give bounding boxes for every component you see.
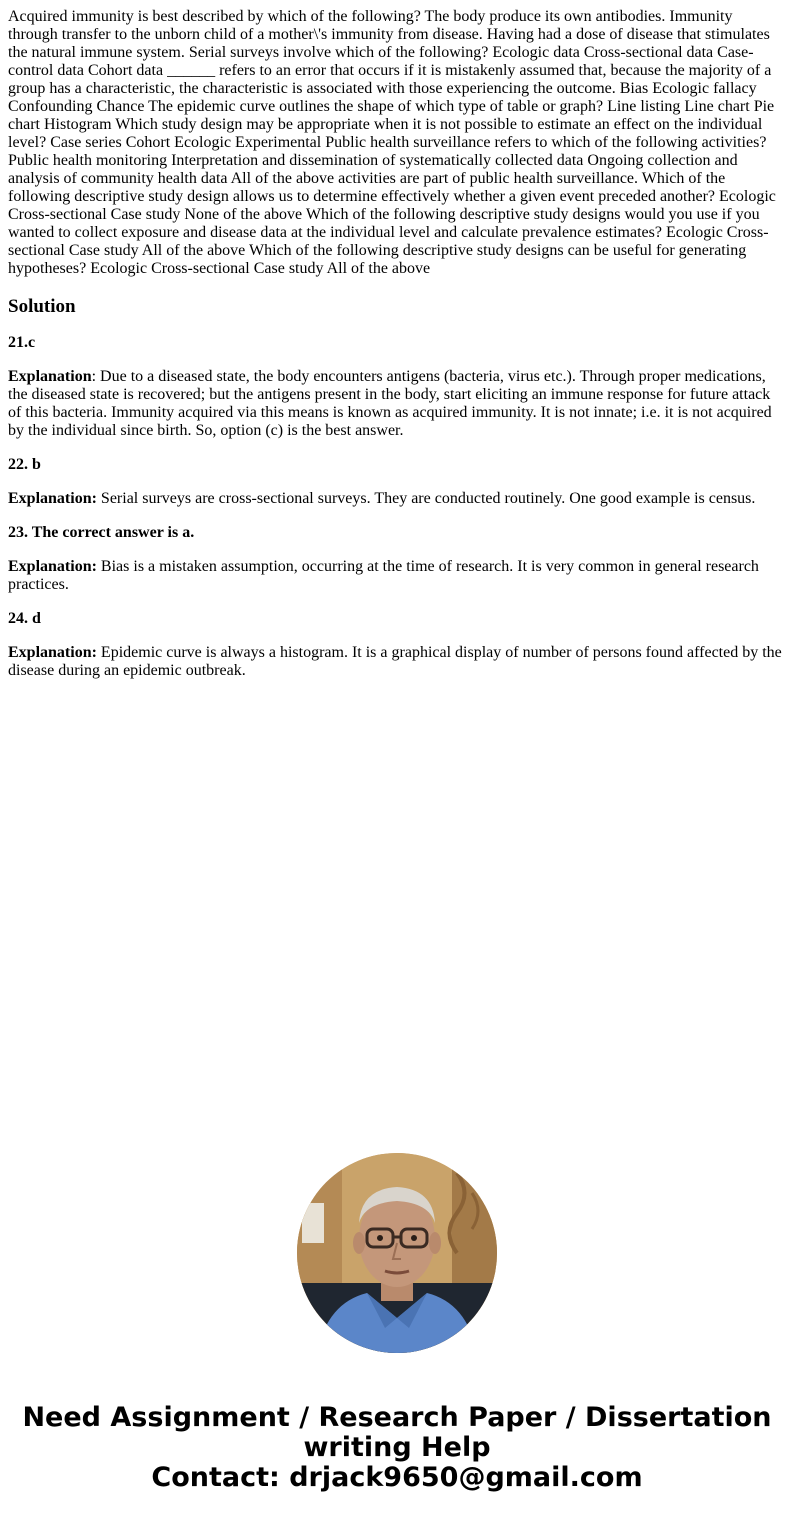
document-content	[8, 8, 784, 680]
person-photo-icon	[297, 1153, 497, 1353]
explanation-label: Explanation	[8, 368, 92, 385]
explanation-21	[8, 368, 784, 440]
question-text: Acquired immunity is best described by which of the following? The body produce its own antibodies. Immunity through transfer to the unborn child of a mother\'s immunity from disease. Having had a dose of disease that stimulates the natural immune system. Serial surveys involve which of the following? Ecologic data Cross-sectional data Case-control data Cohort data ______ refers to an error that occurs if it is mistakenly assumed that, because the majority of a group has a characteristic, the characteristic is associated with those experiencing the outcome. Bias Ecologic fallacy Confounding Chance The epidemic curve outlines the shape of which type of table or graph? Line listing Line chart Pie chart Histogram Which study design may be appropriate when it is not possible to estimate an effect on the individual level? Case series Cohort Ecologic Experimental Public health surveillance refers to which of the following activities? Public health monitoring Interpretation and dissemination of systematically collected data Ongoing collection and analysis of community health data All of the above activities are part of public health surveillance. Which of the following descriptive study design allows us to determine effectively whether a given event preceded another? Ecologic Cross-sectional Case study None of the above Which of the following descriptive study designs would you use if you wanted to collect exposure and disease data at the individual level and calculate prevalence estimates? Ecologic Cross-sectional Case study All of the above Which of the following descriptive study designs can be useful for generating hypotheses? Ecologic Cross-sectional Case study All of the above	[8, 8, 776, 277]
explanation-text: Serial surveys are cross-sectional surveys. They are conducted routinely. One good example is census.	[96, 490, 756, 507]
promo-contact: Contact: drjack9650@gmail.com	[151, 1462, 643, 1493]
answer-22: 22. b	[8, 456, 41, 473]
promo-line-1: Need Assignment / Research Paper / Dissertation	[22, 1402, 772, 1433]
explanation-label: Explanation:	[8, 644, 97, 661]
explanation-text: Epidemic curve is always a histogram. It is a graphical display of number of persons found affected by the disease during an epidemic outbreak.	[8, 644, 782, 679]
explanation-text: : Due to a diseased state, the body encounters antigens (bacteria, virus etc.). Through proper medications, the diseased state is recovered; but the antigens present in the body, start eliciting an immune response for future attack of this bacteria. Immunity acquired via this means is known as acquired immunity. It is not innate; i.e. it is not acquired by the individual since birth. So, option (c) is the best answer.	[8, 368, 772, 439]
answer-21: 21.c	[8, 334, 36, 351]
promo-line-2: writing Help	[303, 1432, 491, 1463]
explanation-text: Bias is a mistaken assumption, occurring at the time of research. It is very common in general research practices.	[8, 558, 759, 593]
answer-24: 24. d	[8, 610, 41, 627]
explanation-24	[8, 644, 784, 680]
promo-banner	[0, 1403, 794, 1493]
explanation-23	[8, 558, 784, 594]
explanation-22	[8, 490, 784, 508]
explanation-label: Explanation:	[8, 490, 97, 507]
avatar	[297, 1153, 497, 1353]
explanation-label: Explanation:	[8, 558, 97, 575]
answer-23: 23. The correct answer is a.	[8, 524, 195, 541]
solution-heading: Solution	[8, 296, 76, 317]
